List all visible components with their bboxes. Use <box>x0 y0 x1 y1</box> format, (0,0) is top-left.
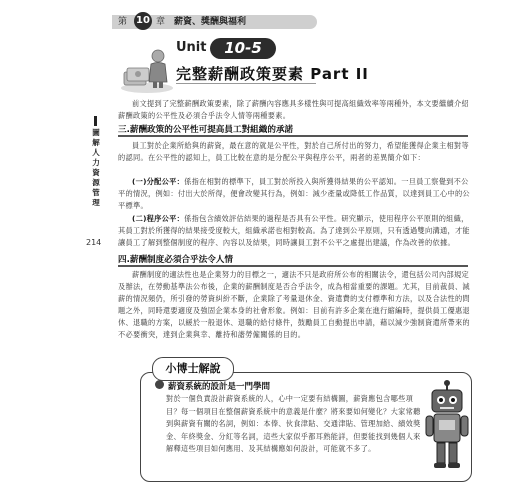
robot-mascot-icon <box>424 380 470 470</box>
section-4-body: 薪酬制度的適法性也是企業努力的目標之一，適法不只是政府所公布的相關法令，還包括公司內部規定及辦法，在勞動基準法公布後，企業的薪酬制度是否合乎法令，成為相當重要的課題。尤其，目前裁員、減薪的情況頻仍，所引發的勞資糾紛不斷，企業除了考量退休金、資遣費的支付標準和方法，以及合法性的問題之外，同時還要適度及強固企業本身的社會形象。例如：目前有許多企業在進行縮編時，提供員工優惠退休、退職的方案，以緩於一般退休、退職的給付條件，鼓勵員工自動提出申請，藉以減少強制資遣所帶來的不必要衝突，達到企業與幸、離持和諧勞僱關係的目的。 <box>118 270 470 339</box>
section-3-heading: 三.薪酬政策的公平性可提高員工對組織的承諾 <box>118 125 294 135</box>
section-3-rule <box>118 135 468 137</box>
unit-number-badge: 10-5 <box>210 38 276 59</box>
chapter-number-badge: 10 <box>134 12 152 30</box>
chapter-title: 薪資、獎酬與福利 <box>174 17 247 27</box>
intro-paragraph: 前文提到了完整薪酬政策要素，除了薪酬內容應具多樣性與可提高組織效率等兩種外，本文要繼續介紹薪酬政策的公平性及必須合乎法令人情等兩種要素。 <box>118 99 469 120</box>
item-1-text: 係指在相對的標準下，員工對於所投入與所獲得結果的公平認知。一旦員工察覺到不公平的情況，例如：付出大於所得，便會改變其行為，例如：減少產量或降低工作品質，以達到員工心中的公平標準。 <box>118 177 470 210</box>
section-4-rule <box>118 265 468 267</box>
chapter-prefix: 第 <box>118 17 128 27</box>
title-underline <box>176 83 316 84</box>
bullet-icon <box>155 380 164 389</box>
section-3-item-2 <box>118 213 470 249</box>
chapter-suffix: 章 <box>156 17 166 27</box>
item-2-text: 係指包含績效評估結果的過程是否具有公平性。研究顯示，使用程序公平原則的組織，其員工對於所獲得的結果接受度較大，組織承諾也相對較高。為了達到公平原則，只有透過雙向溝通，才能讓員工了解到整個制度的程序、內容以及結果，同時讓員工對不公平之處提出建議，作為改善的依據。 <box>118 214 470 247</box>
item-1-label: (一)分配公平： <box>132 177 185 186</box>
unit-label: Unit <box>176 40 207 55</box>
section-4-heading: 四.薪酬制度必須合乎法令人情 <box>118 255 233 265</box>
side-marker <box>94 116 97 126</box>
book-title-vertical: 圖解人力資源管理 <box>92 128 100 207</box>
section-3-item-1 <box>118 176 470 212</box>
tip-box-body: 對於一個負責設計薪資系統的人，心中一定要有結構圖，薪資應包含哪些項目？每一個項目在整個薪資系統中的意義是什麼？將來要如何變化？大家常聽到與薪資有關的名詞，例如：本俸、伙食津貼、交通津貼、管理加給、績效獎金、年終獎金、分紅等名詞，這些大家似乎都耳熟能詳，但要能找到幾個人來解釋這些項目如何應用、及其結構應如何設計，可能就不多了。 <box>166 394 421 453</box>
page-number: 214 <box>86 238 102 247</box>
person-with-money-icon <box>118 44 176 94</box>
tip-box-title: 薪資系統的設計是一門學問 <box>168 382 271 392</box>
item-2-label: (二)程序公平： <box>132 214 185 223</box>
chapter-header <box>112 15 317 29</box>
unit-title: 完整薪酬政策要素 Part II <box>176 65 369 83</box>
tip-box-tab: 小博士解說 <box>152 357 234 381</box>
section-3-body: 員工對於企業所給與的薪資，最在意的就是公平性，對於自己所付出的努力，希望能獲得企業主相對等的認同。在公平性的認知上，員工比較在意的是分配公平與程序公平，兩者的差異簡介如下： <box>118 141 469 162</box>
